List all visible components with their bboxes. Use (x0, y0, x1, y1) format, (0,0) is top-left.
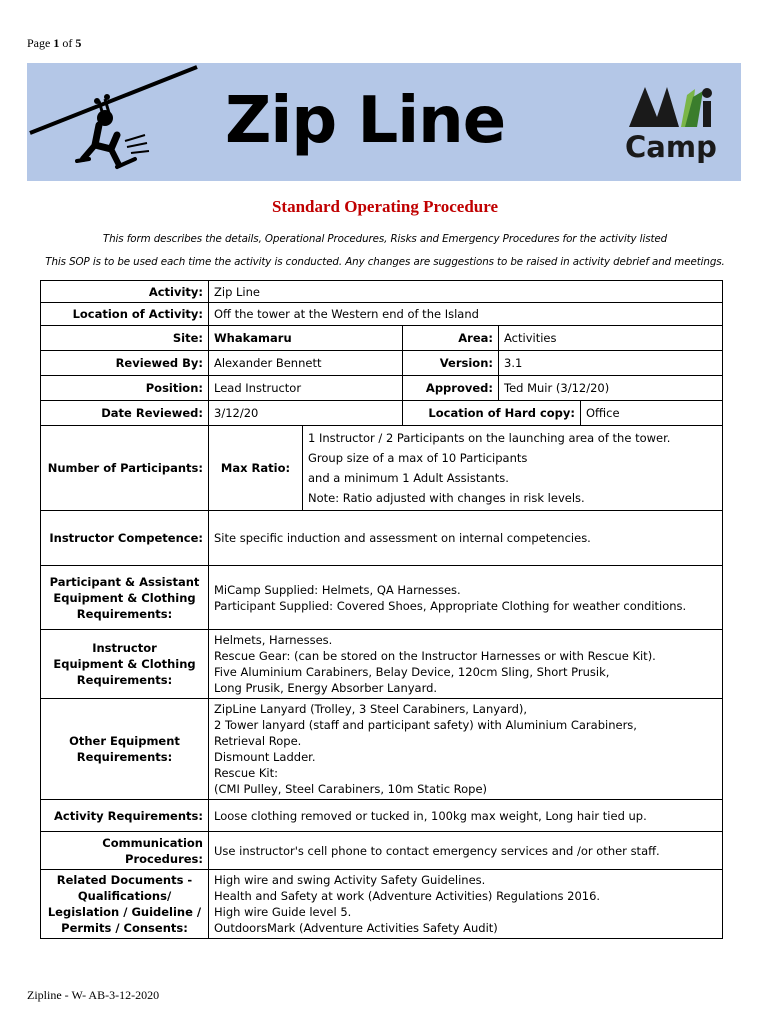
row-reviewed (41, 351, 723, 376)
row-instructor-equipment (41, 630, 723, 699)
label-line: Legislation / Guideline / (47, 905, 202, 919)
other-equipment-value (209, 699, 723, 800)
instructor-equipment-label (41, 630, 209, 699)
participant-equipment-label (41, 566, 209, 630)
value-line: OutdoorsMark (Adventure Activities Safety Audit) (214, 921, 498, 935)
communication-value: Use instructor's cell phone to contact emergency services and /or other staff. (209, 832, 723, 870)
label-line: Communication (102, 835, 203, 850)
activity-label: Activity: (41, 281, 209, 303)
label-line: Requirements: (76, 606, 173, 621)
value-line: Rescue Kit: (214, 766, 279, 780)
row-date-reviewed (41, 401, 723, 426)
label-line: Permits / Consents: (61, 921, 188, 935)
value-line: MiCamp Supplied: Helmets, QA Harnesses. (214, 582, 461, 597)
row-activity (41, 281, 723, 303)
intro-text-1: This form describes the details, Operational Procedures, Risks and Emergency Procedures for the activity listed (102, 233, 668, 245)
label-line: Qualifications/ (77, 889, 172, 903)
label-line: Procedures: (125, 851, 203, 866)
value-line: Participant Supplied: Covered Shoes, Appropriate Clothing for weather conditions. (214, 598, 687, 613)
site-label: Site: (41, 326, 209, 351)
participants-label: Number of Participants: (41, 426, 209, 511)
area-value: Activities (499, 326, 723, 351)
value-line: Dismount Ladder. (214, 750, 316, 764)
value-line: 2 Tower lanyard (staff and participant safety) with Aluminium Carabiners, (214, 718, 637, 732)
row-related-documents (41, 870, 723, 939)
page-indicator (27, 36, 81, 51)
value-line: High wire Guide level 5. (214, 905, 352, 919)
row-position (41, 376, 723, 401)
position-value: Lead Instructor (209, 376, 403, 401)
row-participant-equipment (41, 566, 723, 630)
header-banner (27, 63, 741, 181)
max-ratio-label: Max Ratio: (209, 426, 303, 511)
label-line: Instructor (92, 641, 157, 655)
value-line: Long Prusik, Energy Absorber Lanyard. (214, 681, 438, 695)
related-documents-value (209, 870, 723, 939)
label-line: Other Equipment (69, 734, 180, 748)
communication-label (41, 832, 209, 870)
hard-copy-label: Location of Hard copy: (403, 401, 581, 426)
row-competence (41, 511, 723, 566)
page-label: Page (27, 36, 51, 50)
value-line: ZipLine Lanyard (Trolley, 3 Steel Carabiners, Lanyard), (214, 702, 528, 716)
intro-text-2: This SOP is to be used each time the activity is conducted. Any changes are suggestions to be raised in activity debrief and meetings. (45, 256, 725, 268)
logo-text: Camp (625, 130, 717, 164)
activity-requirements-label: Activity Requirements: (41, 800, 209, 832)
value-line: Helmets, Harnesses. (214, 633, 333, 647)
value-line: High wire and swing Activity Safety Guidelines. (214, 873, 486, 887)
label-line: Equipment & Clothing (53, 590, 196, 605)
approved-value: Ted Muir (3/12/20) (499, 376, 723, 401)
page-current: 1 (53, 36, 60, 50)
location-value: Off the tower at the Western end of the Island (209, 303, 723, 326)
date-reviewed-label: Date Reviewed: (41, 401, 209, 426)
location-label: Location of Activity: (41, 303, 209, 326)
row-participants (41, 426, 723, 511)
participants-line: Group size of a max of 10 Participants (308, 451, 528, 465)
area-label: Area: (403, 326, 499, 351)
label-line: Requirements: (76, 750, 173, 764)
row-other-equipment (41, 699, 723, 800)
hard-copy-value: Office (581, 401, 723, 426)
value-line: Five Aluminium Carabiners, Belay Device, 120cm Sling, Short Prusik, (214, 665, 610, 679)
competence-value: Site specific induction and assessment on internal competencies. (209, 511, 723, 566)
participant-equipment-value (209, 566, 723, 630)
page-total: 5 (75, 36, 82, 50)
approved-label: Approved: (403, 376, 499, 401)
instructor-equipment-value (209, 630, 723, 699)
participants-line: 1 Instructor / 2 Participants on the launching area of the tower. (308, 431, 671, 445)
sop-form-table (40, 280, 723, 939)
value-line: (CMI Pulley, Steel Carabiners, 10m Static Rope) (214, 782, 488, 796)
value-line: Rescue Gear: (can be stored on the Instructor Harnesses or with Rescue Kit). (214, 649, 656, 663)
row-communication (41, 832, 723, 870)
banner-title: Zip Line (225, 84, 506, 158)
page-of: of (62, 36, 73, 50)
label-line: Participant & Assistant (49, 574, 200, 589)
footer-doc-code: Zipline - W- AB-3-12-2020 (27, 988, 160, 1002)
participants-line: Note: Ratio adjusted with changes in risk levels. (308, 491, 585, 505)
activity-requirements-value: Loose clothing removed or tucked in, 100kg max weight, Long hair tied up. (209, 800, 723, 832)
row-activity-requirements (41, 800, 723, 832)
reviewed-by-label: Reviewed By: (41, 351, 209, 376)
participants-value (303, 426, 723, 511)
label-line: Requirements: (76, 673, 173, 687)
related-documents-label (41, 870, 209, 939)
activity-value: Zip Line (209, 281, 723, 303)
date-reviewed-value: 3/12/20 (209, 401, 403, 426)
label-line: Equipment & Clothing (53, 657, 196, 671)
value-line: Health and Safety at work (Adventure Activities) Regulations 2016. (214, 889, 601, 903)
row-site (41, 326, 723, 351)
value-line: Retrieval Rope. (214, 734, 302, 748)
version-value: 3.1 (499, 351, 723, 376)
micamp-logo (623, 77, 719, 167)
site-value: Whakamaru (209, 326, 403, 351)
position-label: Position: (41, 376, 209, 401)
version-label: Version: (403, 351, 499, 376)
participants-line: and a minimum 1 Adult Assistants. (308, 471, 509, 485)
other-equipment-label (41, 699, 209, 800)
zip-line-rider-icon (27, 63, 217, 181)
document-title: Standard Operating Procedure (271, 197, 499, 216)
label-line: Related Documents - (56, 873, 193, 887)
row-location (41, 303, 723, 326)
competence-label: Instructor Competence: (41, 511, 209, 566)
reviewed-by-value: Alexander Bennett (209, 351, 403, 376)
